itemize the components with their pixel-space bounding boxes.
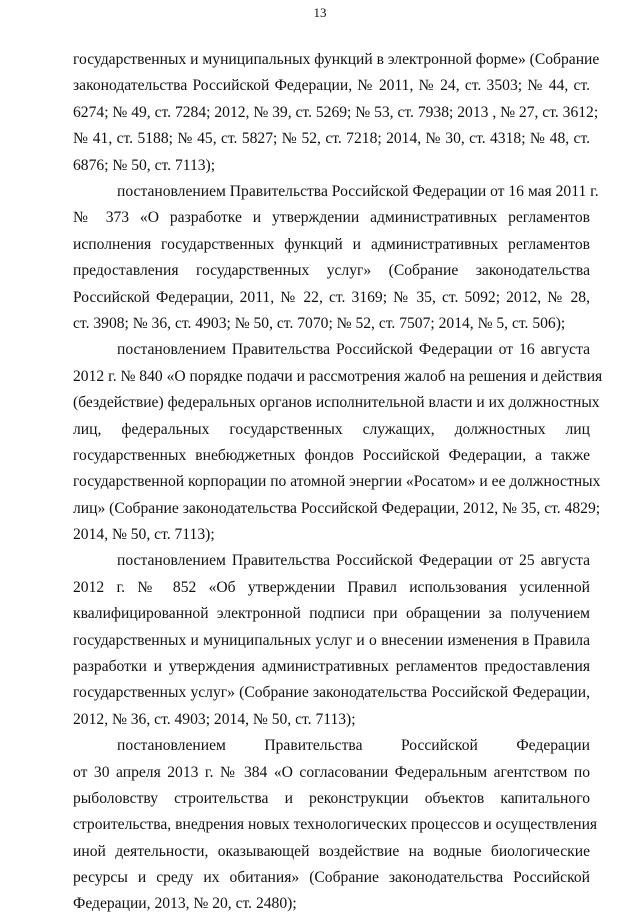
page-number: 13 <box>313 5 327 20</box>
text-line: от 30 апреля 2013 г. № 384 «О согласовании Федеральным агентством по <box>73 764 590 781</box>
text-line: исполнения государственных функций и административных регламентов <box>73 236 590 253</box>
text-line: ст. 3908; № 36, ст. 4903; № 50, ст. 7070; № 52, ст. 7507; 2014, № 5, ст. 506); <box>73 315 566 332</box>
text-line: предоставления государственных услуг» (Собрание законодательства <box>73 262 590 279</box>
text-line: 2012, № 36, ст. 4903; 2014, № 50, ст. 7113); <box>73 711 356 728</box>
text-line: государственной корпорации по атомной энергии «Росатом» и ее должностных <box>73 473 601 490</box>
text-line: 6274; № 49, ст. 7284; 2012, № 39, ст. 5269; № 53, ст. 7938; 2013 , № 27, ст. 3612; <box>73 104 599 121</box>
text-line: рыболовству строительства и реконструкции объектов капитального <box>73 790 590 807</box>
text-line: квалифицированной электронной подписи при обращении за получением <box>73 605 590 622</box>
text-line: Федерации, 2013, № 20, ст. 2480); <box>73 895 297 912</box>
text-line: 2012 г. № 852 «Об утверждении Правил использования усиленной <box>73 579 590 596</box>
text-line: № 373 «О разработке и утверждении административных регламентов <box>73 209 590 226</box>
text-line: государственных внебюджетных фондов Российской Федерации, а также <box>73 447 590 464</box>
text-line: Российской Федерации, 2011, № 22, ст. 3169; № 35, ст. 5092; 2012, № 28, <box>73 289 590 306</box>
text-line: строительства, внедрения новых технологических процессов и осуществления <box>73 816 598 833</box>
text-line: законодательства Российской Федерации, № 2011, № 24, ст. 3503; № 44, ст. <box>73 77 590 94</box>
text-line: лиц, федеральных государственных служащих, должностных лиц <box>73 421 590 438</box>
text-line: государственных и муниципальных услуг и о внесении изменения в Правила <box>73 632 590 649</box>
text-line: 2012 г. № 840 «О порядке подачи и рассмотрения жалоб на решения и действия <box>73 368 603 385</box>
text-line: иной деятельности, оказывающей воздействие на водные биологические <box>73 843 590 860</box>
paragraph-first-line: постановлением Правительства Российской Федерации от 16 августа <box>117 341 590 358</box>
text-line: 6876; № 50, ст. 7113); <box>73 157 216 174</box>
text-line: 2014, № 50, ст. 7113); <box>73 526 215 543</box>
text-line: № 41, ст. 5188; № 45, ст. 5827; № 52, ст. 7218; 2014, № 30, ст. 4318; № 48, ст. <box>73 130 590 147</box>
paragraph-first-line: постановлением Правительства Российской Федерации от 25 августа <box>117 552 590 569</box>
text-line: лиц» (Собрание законодательства Российской Федерации, 2012, № 35, ст. 4829; <box>73 500 601 517</box>
paragraph-first-line: постановлением Правительства Российской Федерации от 16 мая 2011 г. <box>117 183 599 200</box>
text-line: государственных и муниципальных функций в электронной форме» (Собрание <box>73 51 600 68</box>
text-line: разработки и утверждения административных регламентов предоставления <box>73 658 590 675</box>
text-line: государственных услуг» (Собрание законодательства Российской Федерации, <box>73 684 590 701</box>
text-line: ресурсы и среду их обитания» (Собрание законодательства Российской <box>73 869 590 886</box>
paragraph-first-line: постановлением Правительства Российской Федерации <box>117 737 590 754</box>
text-line: (бездействие) федеральных органов исполнительной власти и их должностных <box>73 394 600 411</box>
